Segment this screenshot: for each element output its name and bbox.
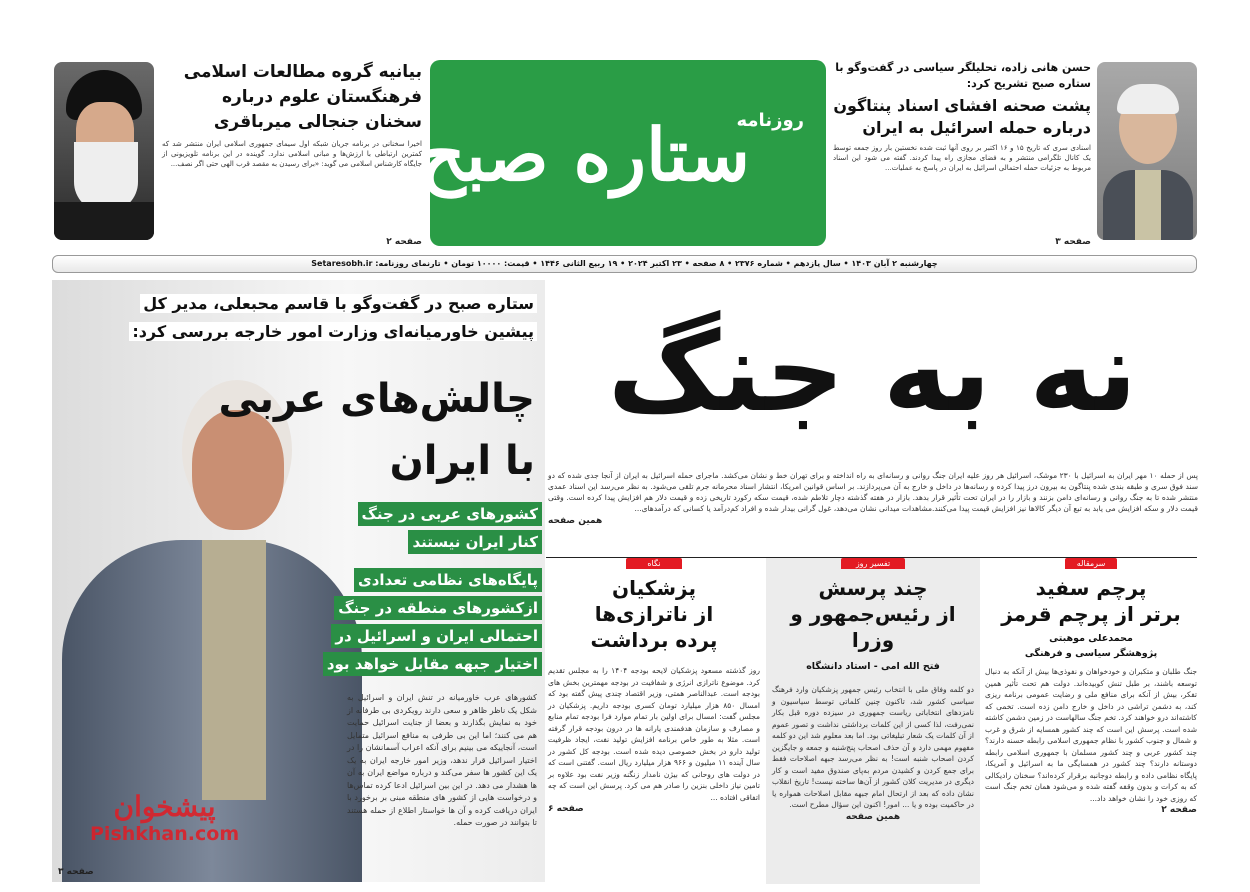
column-body: جنگ طلبان و متکبران و خودخواهان و نفوذی‌ها بیش از آنکه به دنبال توسعه باشند، بر طبل تنش کوبیده‌اند. دولت هم تحت تأثیر همین تفکر، بیش از آنکه برای منافع ملی و رضایت عمومی برنامه ریزی کند، به دشمن تراشی در داخل و خارج دامن زده است. تخمی که کاشته‌اند درو خواهند کرد. تخم جنگ سالهاست در زمین دشمن کاشته شده است. پرسش این است که چند کشور همسایه از شرق و غرب و شمال و جنوب کشور با نظام جمهوری اسلامی رابطه حسنه دارند؟ چند کشور عربی و چند کشور مسلمان با جمهوری اسلامی رابطه دوستانه دارند؟ چند کشور در همسایگی ما به اسرائیل و آمریکا، پایگاه نظامی داده و رابطه دوجانبه برقرار کرده‌اند؟ سخنان رادیکالی که به کرات و بدون وقفه گفته شده و می‌شود همان تخم جنگ است که روزی خود را نشان خواهد داد... <box>985 667 1197 803</box>
author-title: پژوهشگر سیاسی و فرهنگی <box>1024 648 1158 659</box>
teaser-body: اسنادی سری که تاریخ ۱۵ و ۱۶ اکتبر بر روی آنها ثبت شده نخستین بار روز جمعه توسط یک کانال تلگرامی منتشر و به فضای مجازی راه پیدا کردند. گفته می شود این اسناد مربوط به جزئیات حمله احتمالی اسرائیل به ایران در پاسخ به عملیات... <box>833 144 1091 172</box>
watermark <box>90 790 239 844</box>
main-headline[interactable]: نه به جنگ <box>607 308 1138 436</box>
teaser-page[interactable]: صفحه ۳ <box>1055 237 1091 247</box>
column-title[interactable] <box>985 575 1197 627</box>
headline-line: با ایران <box>389 438 535 484</box>
teaser-body: اخیرا سخنانی در برنامه جریان شبکه اول سیمای جمهوری اسلامی ایران منتشر شد که کمترین ارتباطی با ارزش‌ها و مبانی اسلامی ندارد. گوینده در این برنامه تلویزیونی از جایگاه کارشناس اسلامی می گوید: «برای رسیدن به مقصد قرب الهی حتی اگر نصف... <box>162 140 422 168</box>
main-body: پس از حمله ۱۰ مهر ایران به اسرائیل با ۲۳۰ موشک، اسرائیل هر روز علیه ایران جنگ روانی و رسانه‌ای به راه انداخته و برای تهران خط و نشان می‌کشد. ماجرای حمله اسرائیل به ایران از آنجا جدی شده که دو سند فوق سری و طبقه بندی شده پنتاگون به بیرون درز پیدا کرده و رسانه‌ها در داخل و خارج به آن می‌پردازند. بر اساس قوانین امریکا، انتشار اسناد محرمانه جرم تلقی می‌شود. به نظر می‌رسد این اسناد عمدی منتشر شده تا به جنگ روانی و رسانه‌ای دامن بزنند و بازار را در ایران تحت تأثیر قرار بدهد. بازار در هفته گذشته دچار تلاطم شده، قیمت سکه رکورد تاریخی زده و قیمت دلار هم افزایش پیدا کرده است. وقتی قیمت دلار و سکه افزایش می یابد به تبع آن دیگر کالاها نیز افزایش قیمت پیدا می‌کنند.مشاهدات میدانی نشان می‌دهد، غول گرانی بیدار شده و افراد کم‌درآمد یا کسانی که درآمدهای... <box>548 471 1198 513</box>
interview-body: کشورهای عرب خاورمیانه در تنش ایران و اسرائیل به شکل یک ناظر ظاهر و سعی دارند رویکردی بی طرفانه از خود به نمایش بگذارند و بعضا از جنایت اسرائیل حمایت هم می کنند؛ اما این بی طرفی به منافع اسرائیل متمایل است، آنجاییکه می بینیم برای آنکه اعراب آسمانشان را در اختیار اسرائیل قرار ندهد، وزیر امور خارجه ایران به یک یک این کشور ها سفر می‌کند و درباره مواضع ایران به آن ها هشدار می دهد. در این بین اسرائیل ادعا کرده تماس‌ها و درخواست هایی از کشور های منطقه مبنی بر برخورد با ایران دریافت کرده و آن ها خواستار اطلاع از حمله هستند تا بتوانند در صورت حمله. <box>346 693 537 827</box>
main-story <box>548 470 1198 527</box>
dateline-text: چهارشنبه ۲ آبان ۱۴۰۳ • سال یازدهم • شماره ۲۳۷۶ • ۸ صفحه • ۲۳ اکتبر ۲۰۲۴ • ۱۹ ربیع الثانی ۱۴۴۶ • قیمت: ۱۰۰۰۰ تومان • تارنمای روزنامه: Setaresobh.ir <box>311 259 938 268</box>
title-line: از رئیس‌جمهور و وزرا <box>790 602 956 652</box>
hanizadeh-photo <box>1097 62 1197 240</box>
dateline-bar <box>52 255 1197 273</box>
mirbagheri-photo <box>54 62 154 240</box>
column-tag: تفسیر روز <box>841 558 905 569</box>
interview-highlights <box>272 502 542 680</box>
column-title[interactable] <box>772 575 974 653</box>
column-body: روز گذشته مسعود پزشکیان لایحه بودجه ۱۴۰۴ را به مجلس تقدیم کرد. موضوع ناترازی انرژی و شفافیت در بودجه مهمترین بخش های بودجه است. عبدالناصر همتی، وزیر اقتصاد چندی پیش گفته بود که امسال ۸۵۰ هزار میلیارد تومان کسری بودجه داریم. پزشکیان در مجلس گفت: امسال برای اولین بار تمام موارد فرا بودجه تمام منابع و مصارف و سازمان هدفمندی یارانه ها در درون بودجه قرار گرفته است. مثلا به طور خاص برنامه افزایش تولید نفت، ایجاد ظرفیت تولید دارو در بخش خصوصی دیده شده است. بودجه کل کشور در سال آینده ۱۱ میلیون و ۹۶۶ هزار میلیارد ریال است. گفتنی است که در دولت های روحانی که بیژن نامدار زنگنه وزیر نفت بود علاوه بر تامین نیاز داخلی بنزین را صادر هم می کرد. پرسش این است که چه اتفاقی افتاده ... <box>548 666 760 802</box>
title-line: پرچم سفید <box>1035 576 1147 600</box>
highlight-line: ازکشورهای منطقه در جنگ <box>334 596 542 620</box>
column-body: دو کلمه وفاق ملی با انتخاب رئیس جمهور پزشکیان وارد فرهنگ سیاسی کشور شد، تاکنون چنین کلماتی توسط سیاسیون و نامزدهای انتخاباتی ریاست جمهوری در سیزده دوره قبل بکار نمی‌رفت، لذا کسی از این کلمات برداشتی نداشت و تصور عموم از آن کلمات یک شعار تبلیغاتی بود. اما بعد معلوم شد این دو کلمه مفهوم مهمی دارد و آن حذف اصحاب پنج‌شنبه و جمعه و جایگزین کردن اصحاب شنبه است! به نظر می‌رسد جبهه اصلاحات فقط برای جمع کردن و کشیدن مردم به‌پای صندوق مفید است و کار دیگری در مدیریت کلان کشور از آن‌ها ساخته نیست! تاریخ انقلاب نشان داده که بعد از ارتحال امام جبهه مقابل اصلاحات همواره یا در حاکمیت بوده و یا ... امور! اکنون این سؤال مطرح است. <box>772 685 974 809</box>
column-page[interactable]: همین صفحه <box>845 811 901 822</box>
author-name: محمدعلی موهبتی <box>1049 633 1133 644</box>
masthead-name: ستاره صبح <box>419 112 750 197</box>
title-line: چند پرسش <box>818 576 928 600</box>
author-name: فتح الله امی - استاد دانشگاه <box>806 661 940 672</box>
teaser-page[interactable]: صفحه ۲ <box>386 237 422 247</box>
interview-page[interactable]: صفحه ۳ <box>58 867 94 877</box>
column-author <box>985 631 1197 661</box>
title-line: از ناترازی‌ها <box>594 602 714 626</box>
highlight-line: پایگاه‌های نظامی تعدادی <box>354 568 542 592</box>
column-title[interactable] <box>548 575 760 653</box>
masthead-logo[interactable] <box>419 60 826 246</box>
masthead-prefix: روزنامه <box>736 110 804 131</box>
highlight-line: کنار ایران نیستند <box>408 530 542 554</box>
column-editorial[interactable] <box>985 558 1197 884</box>
highlight-line: اختیار جبهه مقابل خواهد بود <box>323 652 542 676</box>
watermark-fa: پیشخوان <box>113 790 216 823</box>
interview-kicker <box>62 290 537 346</box>
main-page[interactable]: همین صفحه <box>548 516 603 526</box>
column-view[interactable] <box>548 558 760 884</box>
title-line: پزشکیان <box>612 576 696 600</box>
top-right-teaser[interactable] <box>833 60 1091 248</box>
kicker-line: ستاره صبح در گفت‌وگو با قاسم محبعلی، مدیر کل <box>140 294 537 313</box>
highlight-line: احتمالی ایران و اسرائیل در <box>331 624 542 648</box>
column-page[interactable]: صفحه ۶ <box>548 804 584 814</box>
teaser-headline[interactable]: پشت صحنه افشای اسناد پنتاگون درباره حمله اسرائیل به ایران <box>833 96 1091 137</box>
column-tag: نگاه <box>626 558 682 569</box>
title-line: برتر از پرچم قرمز <box>1001 602 1181 626</box>
column-author <box>772 659 974 674</box>
teaser-kicker: حسن هانی زاده، تحلیلگر سیاسی در گفت‌وگو با ستاره صبح تشریح کرد: <box>835 61 1091 90</box>
kicker-line: پیشین خاورمیانه‌ای وزارت امور خارجه بررسی کرد: <box>129 322 537 341</box>
column-commentary[interactable] <box>766 558 980 884</box>
interview-headline[interactable] <box>175 368 535 492</box>
headline-line: چالش‌های عربی <box>218 376 535 422</box>
title-line: پرده برداشت <box>590 628 718 652</box>
highlight-line: کشورهای عربی در جنگ <box>358 502 542 526</box>
column-page[interactable]: صفحه ۲ <box>1161 805 1197 815</box>
top-left-teaser[interactable] <box>162 60 422 248</box>
column-tag: سرمقاله <box>1065 558 1117 569</box>
teaser-headline[interactable]: بیانیه گروه مطالعات اسلامی فرهنگستان علوم درباره سخنان جنجالی میرباقری <box>183 62 422 132</box>
watermark-en: Pishkhan.com <box>90 823 240 845</box>
